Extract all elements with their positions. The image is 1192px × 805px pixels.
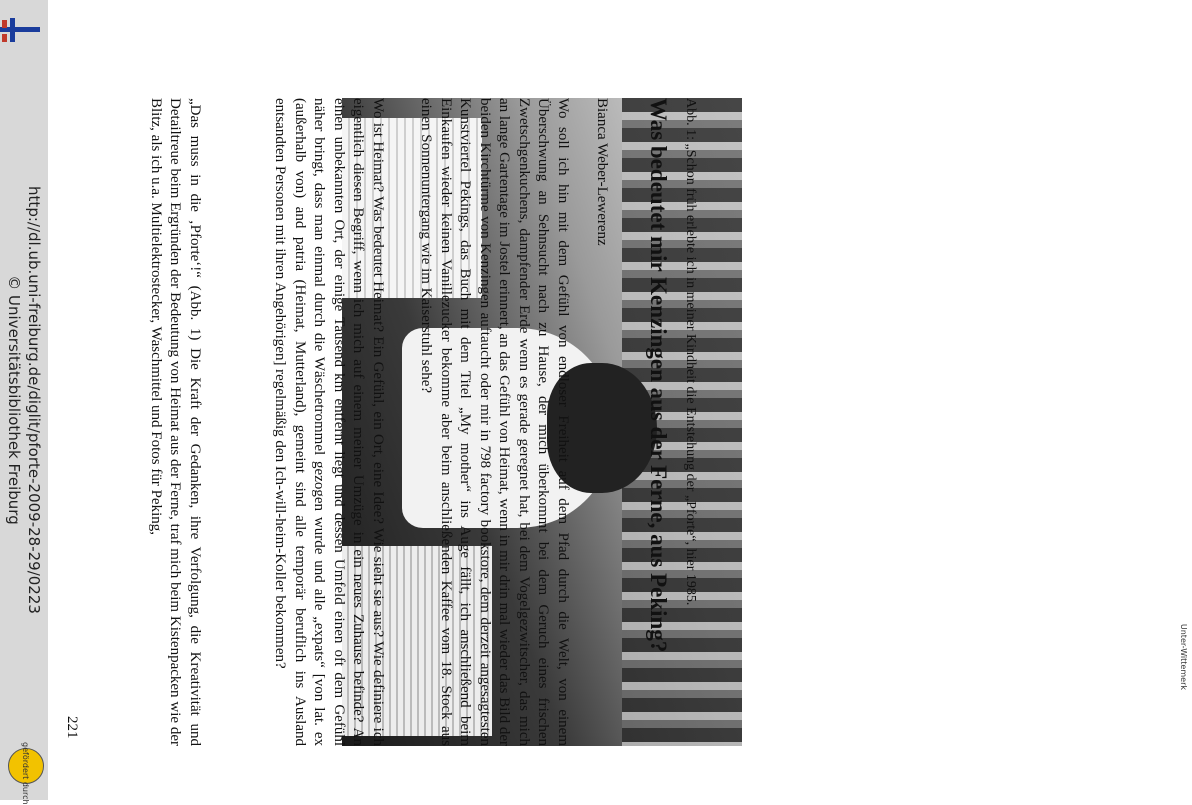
permalink-url[interactable]: http://dl.ub.uni-freiburg.de/diglit/pforte-2009-28-29/0223 (25, 186, 43, 614)
page-number: 221 (64, 716, 80, 739)
funded-label: gefördert durch (21, 742, 30, 805)
article-title: Was bedeutet mir Kenzingen aus der Ferne, aus Peking? (646, 98, 671, 653)
body-paragraph: Wo ist Heimat? Was bedeutet Heimat? Ein Gefühl, ein Ort, eine Idee? Wie sieht sie aus? Wie definiere ich eigentlich diesen Begriff, wenn ich mich auf einem meiner Umzüge in ein neues Zuhause befinde? An einen unbekannten Ort, der einige Tausend km entfernt liegt und dessen Umfeld einen oft dem Gefühl näher bringt, dass man einmal durch die Wäschetrommel gezogen wurde und alle „expats“ [von lat. ex (außerhalb von) and patria (Heimat, Mutterland), gemeint sind alle temporär beruflich ins Ausland entsandten Personen mit ihren Angehörigen] regelmäßig den Ich-will-heim-Koller bekommen? (272, 98, 386, 746)
body-paragraph: „Das muss in die ‚Pforte‘!“ (Abb. 1) Die Kraft der Gedanken, ihre Verfolgung, die Kreativität und Detailtreue beim Ergründen der Bedeutung von Heimat aus der Ferne, traf mich beim Kistenpacken wie der Blitz, als ich u.a. Multielektrostecker, Waschmittel und Fotos für Peking, (148, 98, 203, 746)
figure-caption: Abb. 1: „Schon früh erlebte ich in meiner Kindheit die Entstehung der „Pforte“, hier 1985. (683, 98, 698, 606)
body-paragraph: Wo soll ich hin mit dem Gefühl von endloser Freiheit auf dem Pfad durch die Welt, von einem Überschwung an Sehnsucht nach zu Hause, der mich überkommt bei dem Geruch eines frischen Zwetschgenkuchens, dampfender Erde wenn es gerade geregnet hat, bei dem Vogelgezwitscher, das mich an lange Gartentage im Jostel erinnert, an das Gefühl von Heimat, wenn in mir drin mal wieder das Bild der beiden Kirchtürme von Kenzingen auftaucht oder mir in 798 factory bookstore, dem derzeit angesagtesten Kunstviertel Pekings, das Buch mit dem Titel „My mother“ ins Auge fällt, ich anschließend beim Einkaufen wieder keinen Vanillezucker bekomme aber beim anschließenden Kaffee vom 18. Stock aus einen Sonnenuntergang wie im Kaiserstuhl sehe? (418, 98, 571, 746)
copyright-text: © Universitätsbibliothek Freiburg (5, 275, 23, 525)
article-author: Bianca Weber-Lewerenz (594, 98, 610, 246)
edge-label: Unter-Wittemerk (1179, 623, 1188, 690)
